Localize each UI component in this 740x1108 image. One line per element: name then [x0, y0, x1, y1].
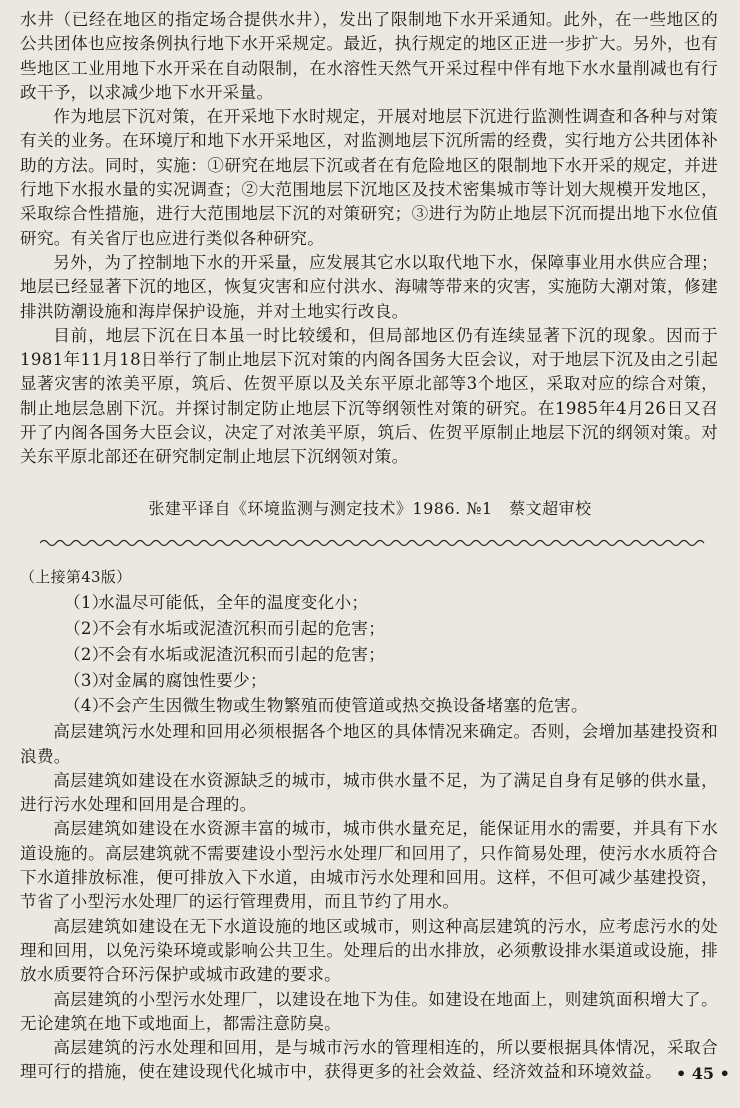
- article-section-wastewater: [20, 565, 718, 1085]
- paragraph: 高层建筑污水处理和回用必须根据各个地区的具体情况来确定。否则，会增加基建投资和浪费。: [20, 722, 718, 766]
- list-item: [64, 643, 718, 667]
- source-attribution: 张建平译自《环境监测与测定技术》1986. №1 蔡文超审校: [148, 499, 592, 518]
- list-item-text: 水温尽可能低，全年的温度变化小；: [98, 593, 369, 613]
- list-item: [64, 694, 718, 718]
- page-number: • 45 •: [676, 1064, 730, 1083]
- list-item-text: 对金属的腐蚀性要少；: [98, 670, 267, 690]
- paragraph: 高层建筑如建设在水资源丰富的城市，城市供水量充足，能保证用水的需要，并具有下水道设施的。高层建筑就不需要建设小型污水处理厂和回用了，只作简易处理，使污水水质符合下水道排放标准，便可排放入下水道，由城市污水处理和回用。这样，不但可减少基建投资，节省了小型污水处理厂的运行管理费用，而且节约了用水。: [20, 819, 718, 912]
- article-section-subsidence: [20, 8, 718, 470]
- list-item-number: （2）: [64, 619, 109, 639]
- paragraph: 高层建筑的污水处理和回用，是与城市污水的管理相连的，所以要根据具体情况，采取合理可行的措施，使在建设现代化城市中，获得更多的社会效益、经济效益和环境效益。: [20, 1038, 718, 1082]
- paragraph: 另外，为了控制地下水的开采量，应发展其它水以取代地下水，保障事业用水供应合理；地层已经显著下沉的地区，恢复灾害和应付洪水、海啸等带来的灾害，实施防大潮对策，修建排洪防潮设施和海岸保护设施，并对土地实行改良。: [20, 252, 718, 321]
- list-item: [64, 669, 718, 693]
- continued-note: （上接第43版）: [20, 568, 132, 586]
- list-item-number: （3）: [64, 670, 109, 690]
- list-item-number: （2）: [64, 644, 109, 664]
- list-item-text: 不会产生因微生物或生物繁殖而使管道或热交换设备堵塞的危害。: [98, 696, 588, 716]
- paragraph: 高层建筑如建设在无下水道设施的地区或城市，则这种高层建筑的污水，应考虑污水的处理和回用，以免污染环境或影响公共卫生。处理后的出水排放，必须敷设排水渠道或设施，排放水质要符合环污保护或城市政建的要求。: [20, 916, 718, 985]
- list-item-text: 不会有水垢或泥渣沉积而引起的危害；: [98, 644, 386, 664]
- paragraph: 高层建筑的小型污水处理厂，以建设在地下为佳。如建设在地面上，则建筑面积增大了。无论建筑在地下或地面上，都需注意防臭。: [20, 989, 718, 1033]
- wavy-divider: [40, 538, 705, 548]
- requirements-list: [20, 591, 718, 718]
- paragraph: 作为地层下沉对策，在开采地下水时规定，开展对地层下沉进行监测性调查和各种与对策有关的业务。在环境厅和地下水开采地区，对监测地层下沉所需的经费，实行地方公共团体补助的方法。同时，实施：①研究在地层下沉或者在有危险地区的限制地下水开采的规定，并进行地下水报水量的实况调查；②大范围地层下沉地区及技术密集城市等计划大规模开发地区，采取综合性措施，进行大范围地层下沉的对策研究；③进行为防止地层下沉而提出地下水位值研究。有关省厅也应进行类似各种研究。: [20, 107, 718, 248]
- paragraph: 高层建筑如建设在水资源缺乏的城市，城市供水量不足，为了满足自身有足够的供水量，进行污水处理和回用是合理的。: [20, 770, 718, 815]
- list-item-number: （4）: [64, 696, 109, 716]
- list-item: [64, 617, 718, 641]
- paragraph: 目前，地层下沉在日本虽一时比较缓和，但局部地区仍有连续显著下沉的现象。因而于1981年11月18日举行了制止地层下沉对策的内阁各国务大臣会议，对于地层下沉及由之引起显著灾害的浓美平原，筑后、佐贺平原以及关东平原北部等3个地区，采取对应的综合对策，制止地层急剧下沉。并探讨制定防止地层下沉等纲领性对策的研究。在1985年4月26日又召开了内阁各国务大臣会议，决定了对浓美平原，筑后、佐贺平原制止地层下沉的纲领对策。对关东平原北部还在研究制定制止地层下沉纲领对策。: [20, 325, 718, 467]
- list-item-number: （1）: [64, 593, 109, 613]
- list-item: [64, 591, 718, 615]
- paragraph: 水井（已经在地区的指定场合提供水井），发出了限制地下水开采通知。此外，在一些地区的公共团体也应按条例执行地下水开采规定。最近，执行规定的地区正进一步扩大。另外，也有些地区工业用地下水开采在自动限制，在水溶性天然气开采过程中伴有地下水水量削减也有行政干予，以求减少地下水开采量。: [20, 10, 718, 102]
- list-item-text: 不会有水垢或泥渣沉积而引起的危害；: [98, 619, 386, 639]
